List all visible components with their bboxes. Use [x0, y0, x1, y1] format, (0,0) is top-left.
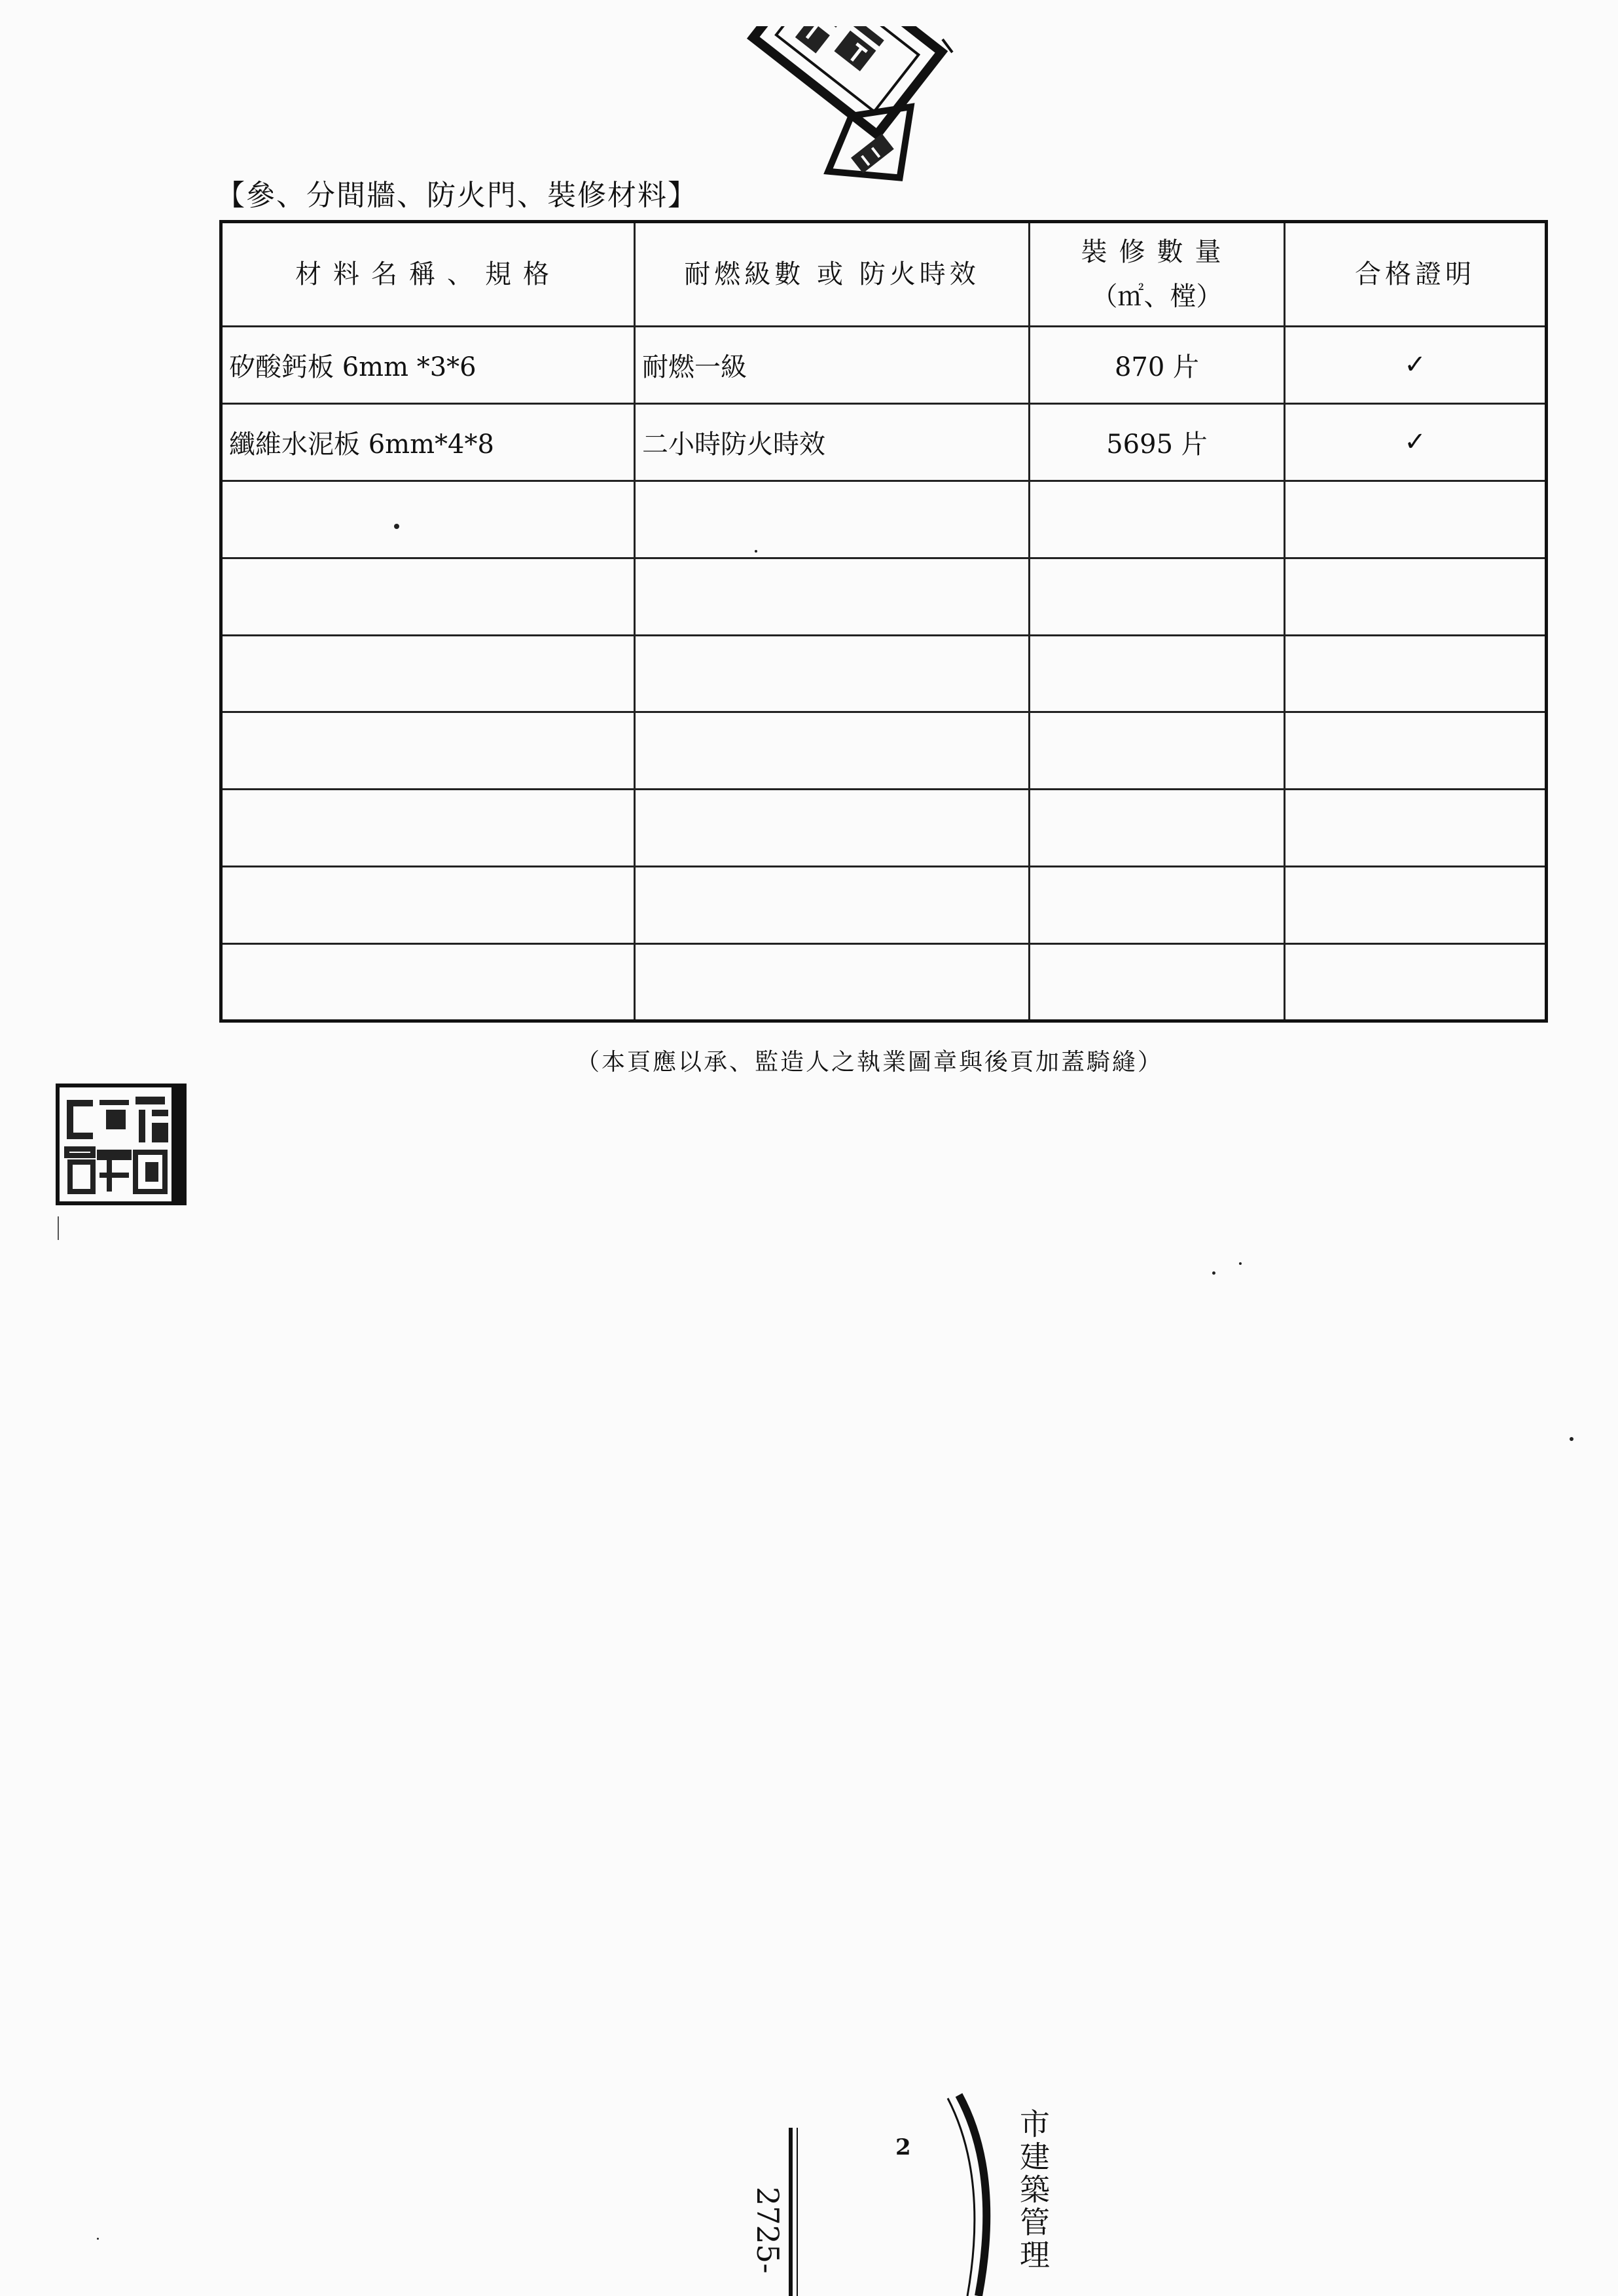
table-row: [221, 944, 1547, 1021]
cell-name: [221, 790, 635, 867]
table-row: [221, 558, 1547, 635]
speck: [1570, 1437, 1573, 1441]
footnote: （本頁應以承、監造人之執業圖章與後頁加蓋騎縫）: [576, 1049, 1164, 1076]
cell-quantity: [1030, 558, 1285, 635]
cell-certificate: [1285, 712, 1547, 790]
cell-rating: [635, 481, 1030, 558]
speck: [755, 550, 757, 553]
cell-quantity: [1030, 944, 1285, 1021]
speck: [97, 2238, 99, 2240]
cell-name: [221, 558, 635, 635]
cell-name: [221, 867, 635, 944]
cell-name: [221, 944, 635, 1021]
table-header-row: [221, 222, 1547, 327]
cell-rating: [635, 867, 1030, 944]
cell-rating: 耐燃一級: [635, 327, 1030, 404]
margin-mark: [58, 1216, 59, 1240]
cell-quantity: [1030, 712, 1285, 790]
cell-quantity: [1030, 790, 1285, 867]
bottom-seal-stamp: [785, 2069, 1047, 2296]
table-row: [221, 635, 1547, 712]
stamp-text-fragment: 市建築管理: [1015, 2108, 1051, 2272]
cell-certificate: [1285, 944, 1547, 1021]
cell-certificate: [1285, 481, 1547, 558]
cell-quantity: 5695 片: [1030, 403, 1285, 481]
cell-name: [221, 481, 635, 558]
header-certificate: 合格證明: [1285, 222, 1547, 327]
cell-quantity: [1030, 635, 1285, 712]
table-row: [221, 327, 1547, 404]
table-row: [221, 712, 1547, 790]
stamp-number-fragment: 2725-: [750, 2187, 785, 2274]
cell-certificate: [1285, 790, 1547, 867]
speck: [1239, 1262, 1242, 1265]
section-title: 【參、分間牆、防火門、裝修材料】: [216, 179, 698, 212]
cell-certificate: [1285, 558, 1547, 635]
table-row: [221, 790, 1547, 867]
materials-table: [219, 220, 1548, 1023]
cell-name: [221, 712, 635, 790]
cell-name: 纖維水泥板 6mm*4*8: [221, 403, 635, 481]
page-number: 2: [895, 2134, 911, 2160]
header-rating: 耐燃級數 或 防火時效: [635, 222, 1030, 327]
checkmark-icon: ✓: [1285, 327, 1547, 404]
cell-quantity: 870 片: [1030, 327, 1285, 404]
cell-name: [221, 635, 635, 712]
speck: [1212, 1271, 1215, 1275]
cell-quantity: [1030, 867, 1285, 944]
cell-rating: [635, 635, 1030, 712]
table-row: [221, 867, 1547, 944]
header-quantity: 裝修數量 （㎡、樘）: [1030, 222, 1285, 327]
cell-rating: [635, 558, 1030, 635]
cell-rating: [635, 944, 1030, 1021]
cell-rating: 二小時防火時效: [635, 403, 1030, 481]
table-row: [221, 403, 1547, 481]
cell-certificate: [1285, 867, 1547, 944]
checkmark-icon: ✓: [1285, 403, 1547, 481]
header-name: 材料名稱、規格: [221, 222, 635, 327]
cell-rating: [635, 790, 1030, 867]
cell-rating: [635, 712, 1030, 790]
table-row: [221, 481, 1547, 558]
cell-certificate: [1285, 635, 1547, 712]
speck: [394, 524, 399, 529]
left-margin-seal-stamp: [54, 1080, 191, 1211]
cell-name: 矽酸鈣板 6mm *3*6: [221, 327, 635, 404]
top-seal-stamp: [733, 26, 956, 190]
cell-quantity: [1030, 481, 1285, 558]
